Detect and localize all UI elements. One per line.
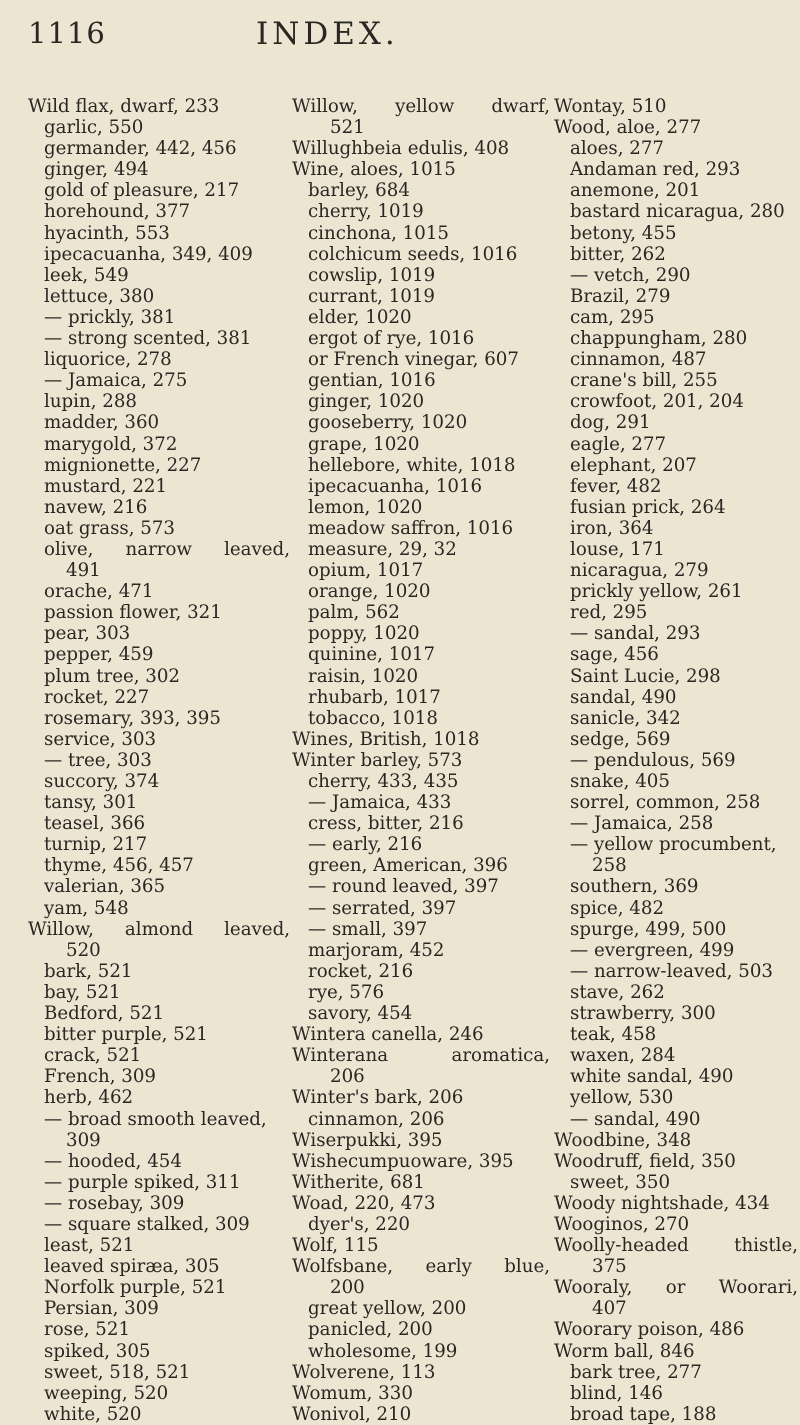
index-subentry: elder, 1020 (308, 306, 412, 328)
index-subentry: orache, 471 (44, 581, 154, 603)
index-subentry: bay, 521 (44, 981, 121, 1003)
index-subentry: elephant, 207 (570, 454, 697, 476)
index-subentry: anemone, 201 (570, 180, 701, 202)
index-subentry: eagle, 277 (570, 433, 667, 455)
index-subentry: prickly yellow, 261 (570, 581, 743, 603)
index-subentry: dog, 291 (570, 412, 651, 434)
index-subentry: marygold, 372 (44, 433, 178, 455)
index-subentry: currant, 1019 (308, 285, 436, 307)
index-subentry: sanicle, 342 (570, 707, 681, 729)
index-subentry: cowslip, 1019 (308, 264, 436, 286)
index-subentry: liquorice, 278 (44, 349, 172, 371)
index-entry: Winter's bark, 206 (292, 1087, 464, 1109)
index-subentry: poppy, 1020 (308, 623, 420, 645)
index-entry: Woad, 220, 473 (292, 1192, 436, 1214)
index-subentry: — early, 216 (308, 834, 423, 856)
index-subentry: bark, 521 (44, 960, 133, 982)
index-subentry: quinine, 1017 (308, 644, 436, 666)
index-subentry: succory, 374 (44, 771, 160, 792)
index-subentry: — strong scented, 381 (44, 328, 252, 350)
index-subentry: weeping, 520 (44, 1382, 169, 1404)
index-subentry: cam, 295 (570, 306, 655, 328)
index-subentry: garlic, 550 (44, 117, 144, 139)
index-subentry: French, 309 (44, 1066, 156, 1088)
index-subentry: teak, 458 (570, 1024, 657, 1046)
index-subentry: rocket, 227 (44, 686, 150, 708)
index-subentry: cherry, 433, 435 (308, 771, 459, 792)
index-subentry: iron, 364 (570, 517, 654, 539)
index-entry: Wooraly, or Woorari, (554, 1277, 798, 1299)
index-subentry: germander, 442, 456 (44, 138, 237, 160)
index-entry: Wontay, 510 (554, 96, 667, 117)
index-subentry: tansy, 301 (44, 792, 138, 814)
index-subentry: savory, 454 (308, 1003, 413, 1025)
index-subentry: rocket, 216 (308, 960, 414, 982)
index-subentry: bitter, 262 (570, 243, 666, 265)
index-entry-continuation: 521 (330, 117, 365, 139)
index-subentry: sedge, 569 (570, 728, 671, 750)
index-subentry: Saint Lucie, 298 (570, 665, 721, 687)
index-entry: Wine, aloes, 1015 (292, 159, 456, 181)
index-entry-continuation: 407 (592, 1298, 627, 1320)
index-subentry: marjoram, 452 (308, 939, 445, 961)
index-subentry: passion flower, 321 (44, 602, 222, 624)
index-subentry: rose, 521 (44, 1319, 131, 1341)
index-subentry: turnip, 217 (44, 834, 148, 856)
index-subentry: hellebore, white, 1018 (308, 454, 516, 476)
index-entry: Willughbeia edulis, 408 (292, 138, 510, 160)
index-entry: Wood, aloe, 277 (554, 117, 702, 139)
index-subentry: measure, 29, 32 (308, 538, 457, 560)
index-subentry: rosemary, 393, 395 (44, 707, 221, 729)
index-entry: Woodruff, field, 350 (554, 1150, 736, 1172)
index-subentry: navew, 216 (44, 496, 148, 518)
index-subentry: bark tree, 277 (570, 1361, 702, 1383)
index-subentry: — purple spiked, 311 (44, 1171, 241, 1193)
index-subentry: thyme, 456, 457 (44, 855, 194, 877)
index-subentry: — small, 397 (308, 918, 428, 940)
index-subentry: white, 520 (44, 1403, 142, 1425)
index-subentry: leaved spiræa, 305 (44, 1256, 220, 1278)
index-subentry: — square stalked, 309 (44, 1213, 250, 1235)
index-subentry: — Jamaica, 258 (570, 813, 714, 835)
index-subentry: green, American, 396 (308, 855, 508, 877)
index-entry: Wintera canella, 246 (292, 1024, 484, 1046)
index-subentry: ipecacuanha, 1016 (308, 475, 483, 497)
index-subentry: blind, 146 (570, 1382, 663, 1404)
index-subentry: wholesome, 199 (308, 1340, 458, 1362)
index-entry: Wines, British, 1018 (292, 728, 480, 750)
index-column-2 (292, 96, 550, 1425)
index-subentry: — evergreen, 499 (570, 939, 735, 961)
index-entry-continuation: 309 (66, 1129, 101, 1151)
index-subentry: snake, 405 (570, 771, 670, 792)
index-subentry: crowfoot, 201, 204 (570, 391, 744, 413)
index-subentry: hyacinth, 553 (44, 222, 170, 244)
index-subentry: — sandal, 293 (570, 623, 701, 645)
index-subentry: — Jamaica, 433 (308, 792, 452, 814)
index-subentry: cinchona, 1015 (308, 222, 449, 244)
index-subentry: grape, 1020 (308, 433, 420, 455)
index-entry-continuation: 375 (592, 1256, 627, 1278)
index-subentry: — Jamaica, 275 (44, 370, 188, 392)
index-entry: Wild flax, dwarf, 233 (28, 96, 220, 117)
index-subentry: rhubarb, 1017 (308, 686, 441, 708)
index-subentry: leek, 549 (44, 264, 129, 286)
index-subentry: ergot of rye, 1016 (308, 328, 475, 350)
index-subentry: broad tape, 188 (570, 1403, 717, 1425)
index-entry-continuation: 206 (330, 1066, 365, 1088)
index-subentry: gentian, 1016 (308, 370, 436, 392)
index-subentry: spurge, 499, 500 (570, 918, 727, 940)
index-subentry: orange, 1020 (308, 581, 431, 603)
index-entry: Worm ball, 846 (554, 1340, 695, 1362)
index-subentry: stave, 262 (570, 981, 665, 1003)
index-subentry: mignionette, 227 (44, 454, 202, 476)
index-subentry: dyer's, 220 (308, 1213, 410, 1235)
index-subentry: pear, 303 (44, 623, 131, 645)
index-subentry: oat grass, 573 (44, 517, 176, 539)
index-subentry: plum tree, 302 (44, 665, 181, 687)
index-subentry: madder, 360 (44, 412, 160, 434)
index-subentry: — round leaved, 397 (308, 876, 499, 898)
index-subentry: bastard nicaragua, 280 (570, 201, 785, 223)
index-entry-continuation: 200 (330, 1277, 365, 1299)
index-subentry: valerian, 365 (44, 876, 166, 898)
index-entry: Wolverene, 113 (292, 1361, 436, 1383)
index-subentry: — pendulous, 569 (570, 749, 736, 771)
index-entry: Wolfsbane, early blue, (292, 1256, 550, 1278)
index-entry: Woolly-headed thistle, (554, 1235, 798, 1257)
index-subentry: — narrow-leaved, 503 (570, 960, 773, 982)
index-subentry: gooseberry, 1020 (308, 412, 468, 434)
index-subentry: lettuce, 380 (44, 285, 155, 307)
index-subentry: sandal, 490 (570, 686, 677, 708)
index-subentry: ginger, 494 (44, 159, 149, 181)
index-entry: Wishecumpuoware, 395 (292, 1150, 514, 1172)
index-subentry: meadow saffron, 1016 (308, 517, 514, 539)
index-subentry: or French vinegar, 607 (308, 349, 519, 371)
index-subentry: Norfolk purple, 521 (44, 1277, 227, 1299)
index-subentry: — sandal, 490 (570, 1108, 701, 1130)
index-subentry: colchicum seeds, 1016 (308, 243, 518, 265)
index-subentry: sweet, 518, 521 (44, 1361, 191, 1383)
index-subentry: mustard, 221 (44, 475, 168, 497)
index-subentry: sorrel, common, 258 (570, 792, 761, 814)
index-subentry: red, 295 (570, 602, 648, 624)
index-subentry: tobacco, 1018 (308, 707, 438, 729)
index-entry: Witherite, 681 (292, 1171, 425, 1193)
index-subentry: opium, 1017 (308, 560, 424, 582)
index-subentry: herb, 462 (44, 1087, 134, 1109)
index-subentry: — yellow procumbent, (570, 834, 777, 856)
index-subentry: sage, 456 (570, 644, 659, 666)
index-subentry: — serrated, 397 (308, 897, 457, 919)
page-header (28, 16, 780, 64)
index-subentry: nicaragua, 279 (570, 560, 709, 582)
index-entry: Wiserpukki, 395 (292, 1129, 443, 1151)
index-subentry: lupin, 288 (44, 391, 137, 413)
index-subentry: service, 303 (44, 728, 157, 750)
index-subentry: gold of pleasure, 217 (44, 180, 240, 202)
index-subentry: louse, 171 (570, 538, 665, 560)
index-entry: Winter barley, 573 (292, 749, 463, 771)
index-subentry: yellow, 530 (570, 1087, 674, 1109)
index-subentry: panicled, 200 (308, 1319, 433, 1341)
index-subentry: rye, 576 (308, 981, 385, 1003)
index-subentry: palm, 562 (308, 602, 400, 624)
index-subentry: Brazil, 279 (570, 285, 671, 307)
index-subentry: — broad smooth leaved, (44, 1108, 267, 1130)
index-subentry: barley, 684 (308, 180, 410, 202)
index-entry: Willow, yellow dwarf, (292, 96, 550, 117)
index-subentry: betony, 455 (570, 222, 677, 244)
index-entry-continuation: 258 (592, 855, 627, 877)
index-subentry: cinnamon, 206 (308, 1108, 445, 1130)
index-subentry: — vetch, 290 (570, 264, 691, 286)
index-subentry: fusian prick, 264 (570, 496, 726, 518)
index-subentry: lemon, 1020 (308, 496, 423, 518)
index-subentry: — prickly, 381 (44, 306, 176, 328)
index-entry: Wonivol, 210 (292, 1403, 412, 1425)
index-subentry: raisin, 1020 (308, 665, 419, 687)
index-entry: Woody nightshade, 434 (554, 1192, 770, 1214)
index-entry: Willow, almond leaved, (28, 918, 290, 940)
index-entry: Womum, 330 (292, 1382, 413, 1404)
index-subentry: cinnamon, 487 (570, 349, 707, 371)
index-subentry: cress, bitter, 216 (308, 813, 464, 835)
index-subentry: crane's bill, 255 (570, 370, 718, 392)
index-subentry: Andaman red, 293 (570, 159, 741, 181)
index-subentry: — rosebay, 309 (44, 1192, 185, 1214)
index-subentry: crack, 521 (44, 1045, 142, 1067)
index-subentry: chappungham, 280 (570, 328, 748, 350)
index-column-1 (28, 96, 290, 1425)
index-subentry: strawberry, 300 (570, 1003, 716, 1025)
index-subentry: Persian, 309 (44, 1298, 159, 1320)
index-subentry: pepper, 459 (44, 644, 154, 666)
index-subentry: Bedford, 521 (44, 1003, 165, 1025)
index-entry-continuation: 520 (66, 939, 101, 961)
index-entry: Woodbine, 348 (554, 1129, 692, 1151)
index-subentry: southern, 369 (570, 876, 699, 898)
index-subentry: horehound, 377 (44, 201, 191, 223)
index-subentry: cherry, 1019 (308, 201, 424, 223)
index-column-3 (554, 96, 798, 1425)
index-subentry: least, 521 (44, 1235, 135, 1257)
page-number: 1116 (28, 16, 106, 50)
index-subentry: waxen, 284 (570, 1045, 676, 1067)
index-subentry: fever, 482 (570, 475, 662, 497)
index-entry: Winterana aromatica, (292, 1045, 550, 1067)
index-entry: Wolf, 115 (292, 1235, 379, 1257)
index-subentry: spice, 482 (570, 897, 665, 919)
index-subentry: ginger, 1020 (308, 391, 425, 413)
index-subentry: bitter purple, 521 (44, 1024, 208, 1046)
index-subentry: teasel, 366 (44, 813, 146, 835)
index-subentry: olive, narrow leaved, (44, 538, 290, 560)
page-title: INDEX. (256, 16, 399, 52)
index-entry: Woorary poison, 486 (554, 1319, 745, 1341)
index-subentry: ipecacuanha, 349, 409 (44, 243, 253, 265)
index-subentry: — hooded, 454 (44, 1150, 182, 1172)
index-entry-continuation: 491 (66, 560, 101, 582)
index-subentry: spiked, 305 (44, 1340, 151, 1362)
index-subentry: sweet, 350 (570, 1171, 671, 1193)
index-subentry: aloes, 277 (570, 138, 664, 160)
index-subentry: white sandal, 490 (570, 1066, 734, 1088)
index-subentry: — tree, 303 (44, 749, 152, 771)
index-subentry: great yellow, 200 (308, 1298, 467, 1320)
index-entry: Wooginos, 270 (554, 1213, 690, 1235)
index-subentry: yam, 548 (44, 897, 129, 919)
